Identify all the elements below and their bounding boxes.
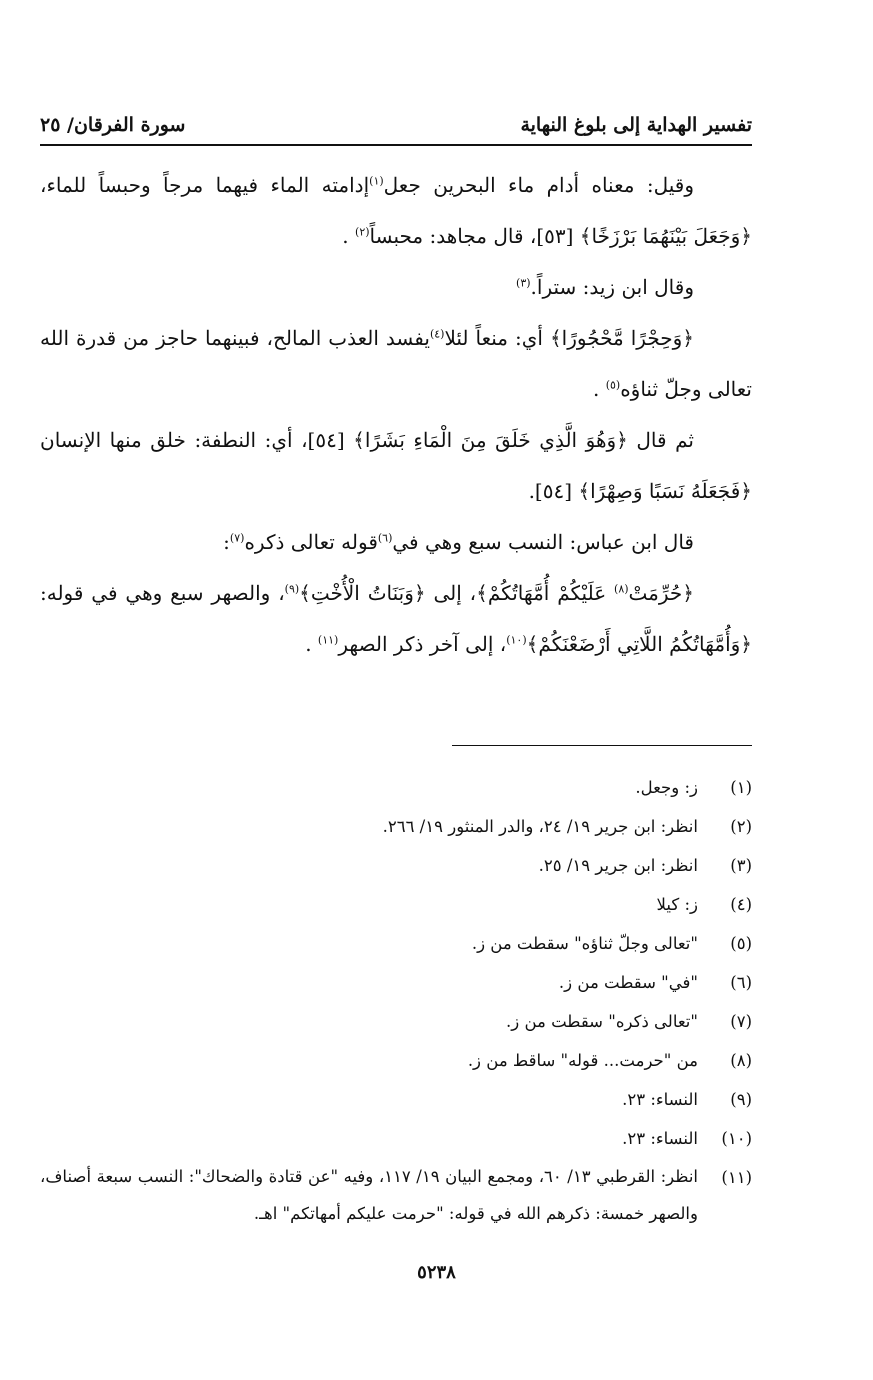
footnote-number: (٩) xyxy=(730,1090,752,1109)
header-rule xyxy=(40,144,752,146)
footnote-ref-9: (٩) xyxy=(284,582,300,596)
footnote-item xyxy=(40,1158,752,1232)
footnote-number: (١٠) xyxy=(721,1129,752,1148)
footnote-number: (٤) xyxy=(730,895,752,914)
quran-quote: ﴿وَبَنَاتُ الْأُخْتِ﴾ xyxy=(299,581,426,605)
footnote-number: (٣) xyxy=(730,856,752,875)
footnote-ref-8: (٨) xyxy=(614,582,629,596)
book-title: تفسير الهداية إلى بلوغ النهاية xyxy=(520,114,752,136)
footnote-text: النساء: ٢٣. xyxy=(622,1129,698,1148)
footnote-number: (٨) xyxy=(730,1051,752,1070)
footnote-number: (٥) xyxy=(730,934,752,953)
footnote-item xyxy=(40,846,752,885)
quran-quote: ﴿فَجَعَلَهُ نَسَبًا وَصِهْرًا﴾ xyxy=(578,479,752,503)
footnote-text: انظر: القرطبي ١٣/ ٦٠، ومجمع البيان ١٩/ ١١٧، وفيه "عن قتادة والضحاك": النسب سبعة أصناف، والصهر خمسة: ذكرهم الله في قوله: "حرمت عليكم أمهاتكم" اهـ. xyxy=(40,1167,698,1223)
quran-quote: ﴿وَأُمَّهَاتُكُمُ اللَّاتِي أَرْضَعْنَكُمْ﴾ xyxy=(526,632,752,656)
footnote-text: "تعالى ذكره" سقطت من ز. xyxy=(506,1012,698,1031)
footnote-separator xyxy=(452,745,752,746)
footnote-item xyxy=(40,1002,752,1041)
footnote-ref-1: (١) xyxy=(369,174,384,188)
footnote-item xyxy=(40,885,752,924)
quran-quote: ﴿وَجَعَلَ بَيْنَهُمَا بَرْزَخًا﴾ xyxy=(579,224,752,248)
running-header xyxy=(40,100,752,136)
footnote-item xyxy=(40,924,752,963)
footnote-text: النساء: ٢٣. xyxy=(622,1090,698,1109)
footnote-number: (١١) xyxy=(721,1168,752,1187)
footnote-item xyxy=(40,1119,752,1158)
footnote-number: (٢) xyxy=(730,817,752,836)
quran-quote: ﴿وَحِجْرًا مَّحْجُورًا﴾ xyxy=(549,326,694,350)
main-text xyxy=(40,160,752,670)
quran-quote: ﴿حُرِّمَتْ xyxy=(628,581,694,605)
footnote-item xyxy=(40,807,752,846)
footnote-text: "في" سقطت من ز. xyxy=(558,973,698,992)
quran-quote: ﴿وَهُوَ الَّذِي خَلَقَ مِنَ الْمَاءِ بَشَرًا﴾ xyxy=(353,428,628,452)
page-number: ٥٢٣٨ xyxy=(417,1262,456,1283)
footnote-text: ز: كيلا xyxy=(656,895,698,914)
footnote-text: من "حرمت... قوله" ساقط من ز. xyxy=(467,1051,698,1070)
footnotes xyxy=(40,768,752,1232)
paragraph-2: وقال ابن زيد: ستراً.$^{(٣)}$ xyxy=(516,275,694,299)
footnote-item xyxy=(40,768,752,807)
surah-label: سورة الفرقان/ ٢٥ xyxy=(40,114,186,136)
footnote-ref-2: (٢) xyxy=(355,225,370,239)
paragraph-3: ﴿وَحِجْرًا مَّحْجُورًا﴾ أي: منعاً لئلا$^{(٤)}$يفسد العذب المالح، فبينهما حاجز من قدرة الله تعالى وجلّ ثناؤه$^{(٥)}$ . xyxy=(40,326,752,401)
footnote-number: (١) xyxy=(730,778,752,797)
footnote-text: انظر: ابن جرير ١٩/ ٢٤، والدر المنثور ١٩/ ٢٦٦. xyxy=(382,817,698,836)
footnote-ref-5: (٥) xyxy=(605,378,621,392)
footnote-ref-11: (١١) xyxy=(317,633,339,647)
footnote-text: ز: وجعل. xyxy=(635,778,698,797)
paragraph-1: وقيل: معناه أدام ماء البحرين جعل$^{(١)}$إدامته الماء فيهما مرجاً وحبساً للماء، ﴿وَجَعَلَ بَيْنَهُمَا بَرْزَخًا﴾ [٥٣]، قال مجاهد: محبساً$^{(٢)}$ . xyxy=(40,173,752,248)
footnote-ref-6: (٦) xyxy=(377,531,393,545)
footnote-ref-4: (٤) xyxy=(429,327,445,341)
footnote-number: (٦) xyxy=(730,973,752,992)
paragraph-6: ﴿حُرِّمَتْ$^{(٨)}$ عَلَيْكُمْ أُمَّهَاتُكُمْ﴾، إلى ﴿وَبَنَاتُ الْأُخْتِ﴾$^{(٩)}$، والصهر سبع وهي في قوله: ﴿وَأُمَّهَاتُكُمُ اللَّاتِي أَرْضَعْنَكُمْ﴾$^{(١٠)}$، إلى آخر ذكر الصهر$^{(١١)}$ . xyxy=(40,581,752,656)
footnote-number: (٧) xyxy=(730,1012,752,1031)
footnote-item xyxy=(40,1080,752,1119)
footnote-text: انظر: ابن جرير ١٩/ ٢٥. xyxy=(538,856,698,875)
footnote-ref-10: (١٠) xyxy=(506,633,527,647)
footnote-item xyxy=(40,963,752,1002)
paragraph-5: قال ابن عباس: النسب سبع وهي في$^{(٦)}$قوله تعالى ذكره$^{(٧)}$: xyxy=(223,530,694,554)
footnote-ref-7: (٧) xyxy=(229,531,245,545)
footnote-ref-3: (٣) xyxy=(516,276,531,290)
paragraph-4: ثم قال ﴿وَهُوَ الَّذِي خَلَقَ مِنَ الْمَاءِ بَشَرًا﴾ [٥٤]، أي: النطفة: خلق منها الإنسان ﴿فَجَعَلَهُ نَسَبًا وَصِهْرًا﴾ [٥٤]. xyxy=(40,428,752,503)
footnote-item xyxy=(40,1041,752,1080)
footnote-text: "تعالى وجلّ ثناؤه" سقطت من ز. xyxy=(471,934,698,953)
